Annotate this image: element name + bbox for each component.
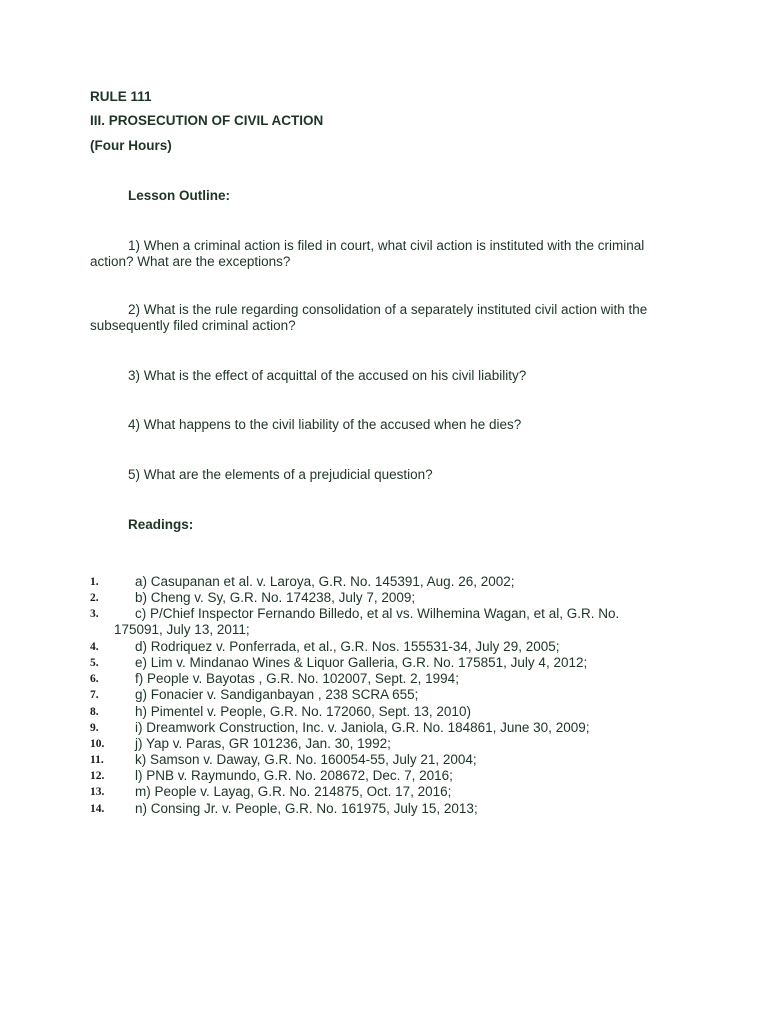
outline-question-2: 2) What is the rule regarding consolidation of a separately instituted civil action with the subsequently filed criminal action?	[90, 302, 648, 333]
readings-heading: Readings:	[128, 517, 194, 532]
list-item: 14. n) Consing Jr. v. People, G.R. No. 161975, July 15, 2013;	[90, 800, 478, 816]
list-item: 8. h) Pimentel v. People, G.R. No. 172060, Sept. 13, 2010)	[90, 703, 471, 719]
duration-label: (Four Hours)	[90, 138, 172, 153]
list-item: 9. i) Dreamwork Construction, Inc. v. Janiola, G.R. No. 184861, June 30, 2009;	[90, 719, 590, 735]
list-item: 4. d) Rodriquez v. Ponferrada, et al., G.R. Nos. 155531-34, July 29, 2005;	[90, 638, 560, 654]
outline-question-3: 3) What is the effect of acquittal of the accused on his civil liability?	[128, 368, 527, 383]
list-item: 11. k) Samson v. Daway, G.R. No. 160054-55, July 21, 2004;	[90, 752, 477, 768]
readings-list	[90, 574, 690, 817]
outline-question-5: 5) What are the elements of a prejudicial question?	[128, 467, 433, 482]
outline-question-4: 4) What happens to the civil liability of the accused when he dies?	[128, 417, 522, 432]
list-item: 10. j) Yap v. Paras, GR 101236, Jan. 30, 1992;	[90, 735, 391, 751]
list-item: 1. a) Casupanan et al. v. Laroya, G.R. No. 145391, Aug. 26, 2002;	[90, 574, 515, 589]
list-item: 13. m) People v. Layag, G.R. No. 214875, Oct. 17, 2016;	[90, 784, 452, 800]
list-item: 3. c) P/Chief Inspector Fernando Billedo, et al vs. Wilhemina Wagan, et al, G.R. No. 175091, July 13, 2011;	[90, 606, 620, 638]
document-title: III. PROSECUTION OF CIVIL ACTION	[90, 113, 324, 128]
outline-question-1: 1) When a criminal action is filed in court, what civil action is instituted with the criminal action? What are the exceptions?	[90, 238, 645, 269]
rule-number: RULE 111	[90, 89, 152, 104]
list-item: 2. b) Cheng v. Sy, G.R. No. 174238, July 7, 2009;	[90, 590, 416, 606]
list-item: 7. g) Fonacier v. Sandiganbayan , 238 SCRA 655;	[90, 687, 419, 703]
list-item: 6. f) People v. Bayotas , G.R. No. 102007, Sept. 2, 1994;	[90, 671, 459, 687]
list-item: 5. e) Lim v. Mindanao Wines & Liquor Galleria, G.R. No. 175851, July 4, 2012;	[90, 654, 588, 670]
list-item: 12. l) PNB v. Raymundo, G.R. No. 208672, Dec. 7, 2016;	[90, 768, 453, 784]
lesson-outline-heading: Lesson Outline:	[128, 188, 231, 203]
